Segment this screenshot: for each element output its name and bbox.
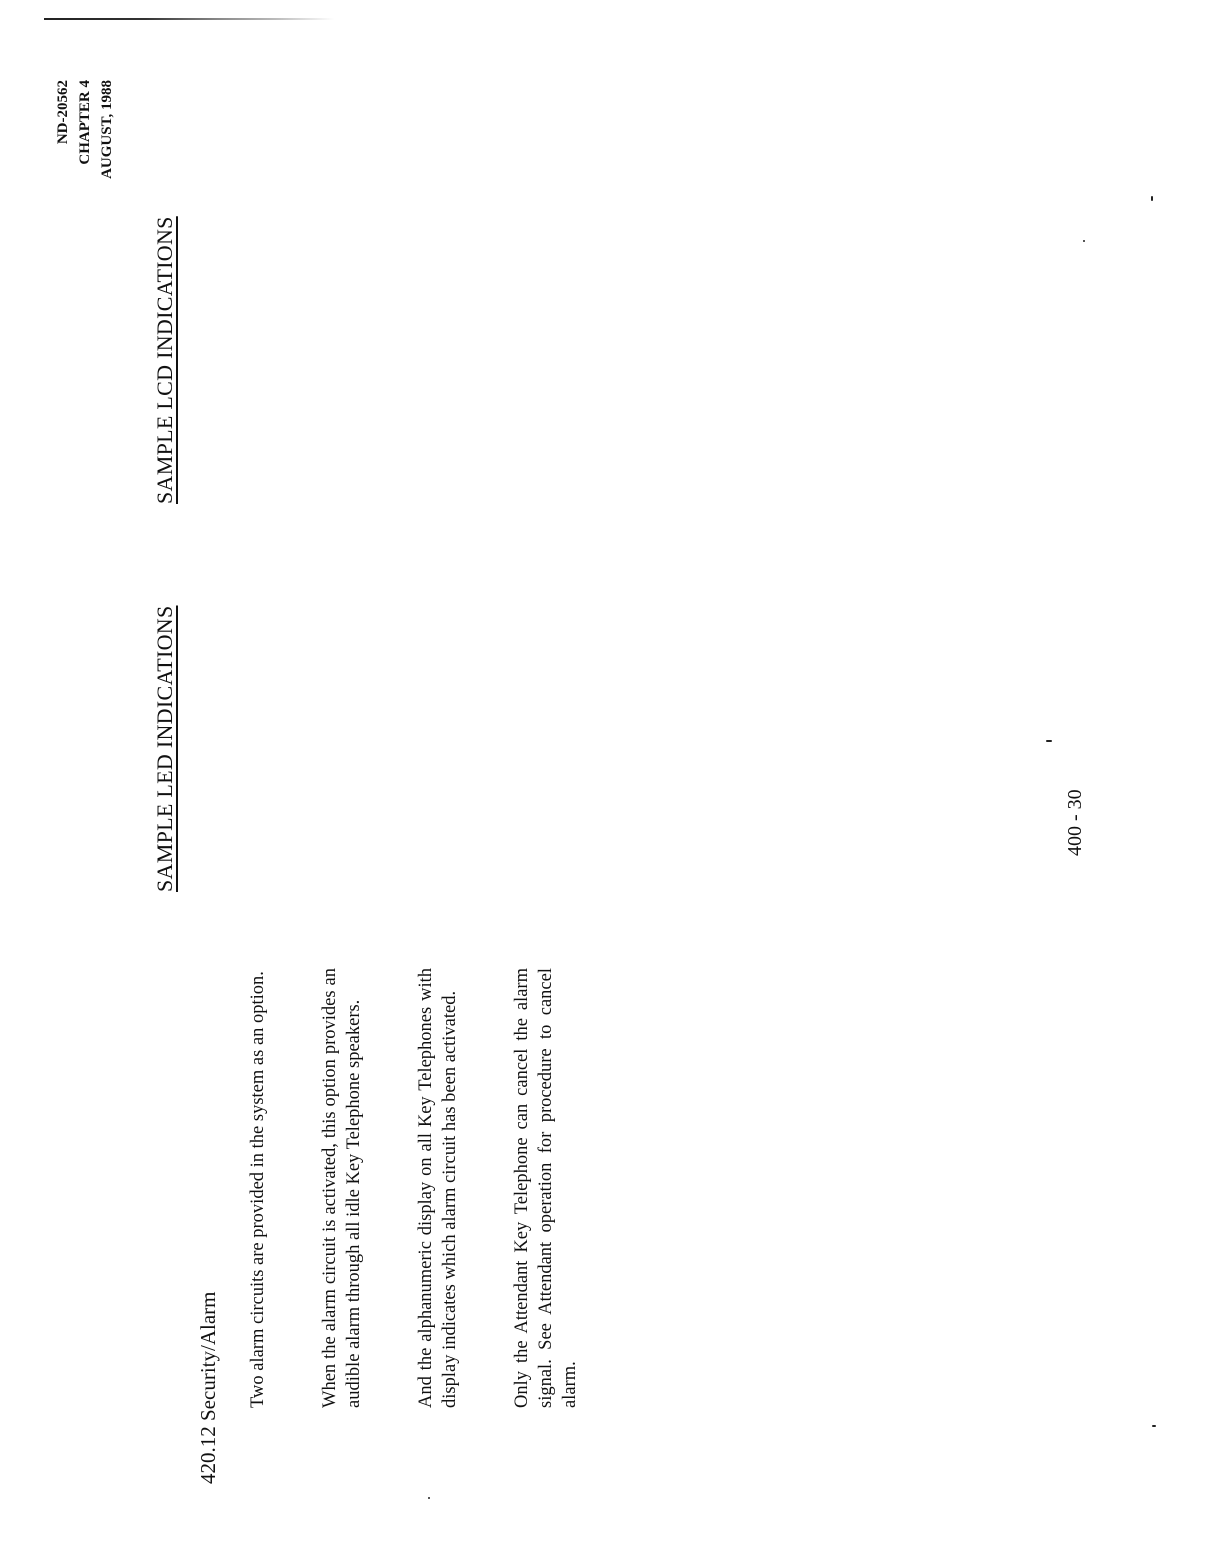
doc-number: ND-20562 [55, 80, 71, 145]
paragraph-alarm-circuits: Two alarm circuits are provided in the system as an option. [248, 971, 268, 1408]
led-indications-heading: SAMPLE LED INDICATIONS [152, 605, 177, 892]
issue-date: AUGUST, 1988 [99, 80, 115, 179]
paragraph-audible-alarm: When the alarm circuit is activated, this option provides an audible alarm through all idle Key Telephone speakers. [320, 968, 364, 1408]
section-title: 420.12 Security/Alarm [196, 1291, 220, 1484]
chapter-label: CHAPTER 4 [77, 80, 93, 165]
paragraph-cancel-alarm: Only the Attendant Key Telephone can cancel the alarm signal. See Attendant operation for procedure to cancel alarm. [512, 968, 580, 1408]
page-number: 400 - 30 [1064, 789, 1086, 856]
lcd-indications-heading: SAMPLE LCD INDICATIONS [152, 216, 177, 504]
paragraph-display: And the alphanumeric display on all Key Telephones with display indicates which alarm circuit has been activated. [416, 968, 460, 1408]
document-header [52, 80, 118, 260]
